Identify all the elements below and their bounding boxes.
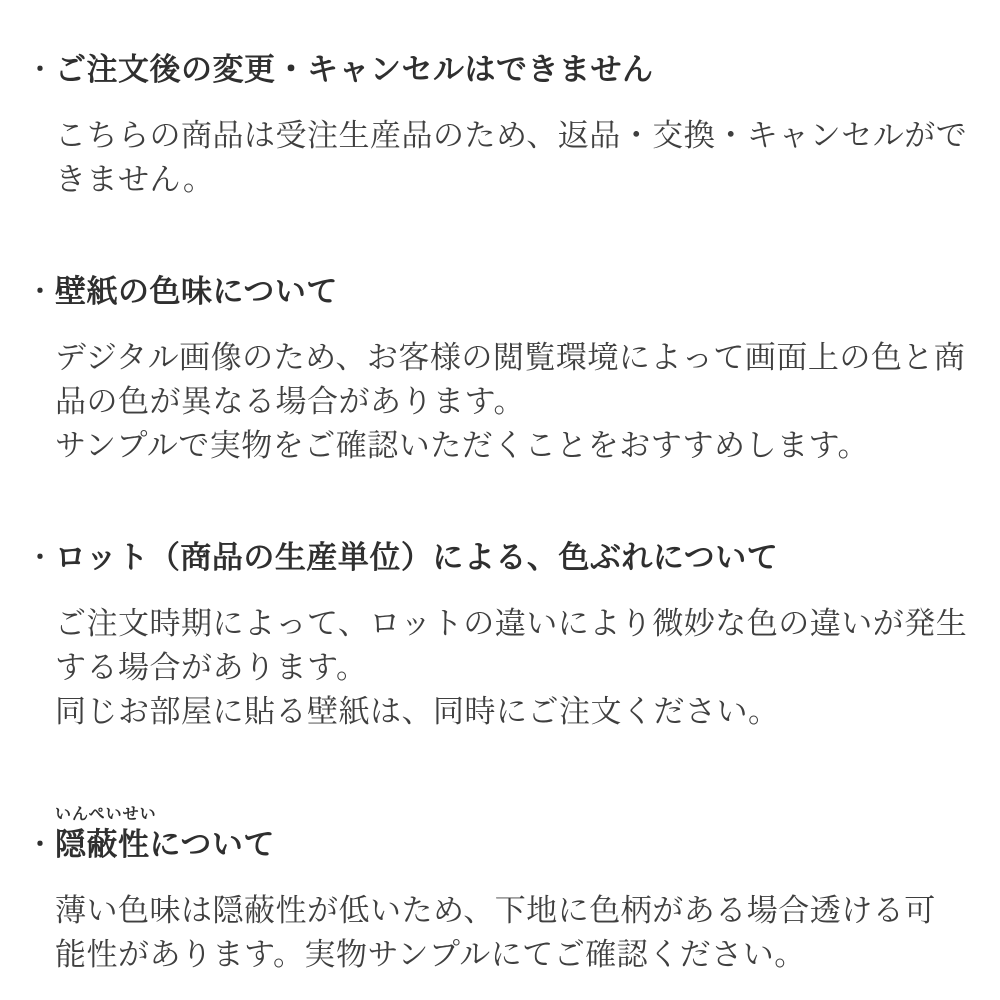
- body-text-line: サンプルで実物をご確認いただくことをおすすめします。: [55, 428, 870, 463]
- section-heading: 壁紙の色味について: [55, 274, 338, 309]
- section-body: [28, 114, 980, 202]
- body-text-line: ご注文時期によって、ロットの違いにより微妙な色の違いが発生: [55, 606, 968, 641]
- section-heading-row: [28, 274, 980, 310]
- bullet-marker: ・: [28, 278, 52, 305]
- body-text-line: 能性があります。実物サンプルにてご確認ください。: [55, 937, 806, 972]
- section-body: [28, 889, 980, 977]
- section-opacity: [28, 806, 980, 977]
- furigana-ruby: [55, 806, 157, 862]
- body-text-line: デジタル画像のため、お客様の閲覧環境によって画面上の色と商: [55, 340, 966, 375]
- body-text-line: 同じお部屋に貼る壁紙は、同時にご注文ください。: [55, 694, 780, 729]
- section-lot-variation: [28, 540, 980, 734]
- section-heading: [55, 806, 275, 863]
- body-text-line: こちらの商品は受注生産品のため、返品・交換・キャンセルがで: [55, 118, 968, 153]
- section-heading-row: [28, 806, 980, 863]
- section-order-cancel: [28, 52, 980, 202]
- body-text-line: する場合があります。: [55, 650, 368, 685]
- bullet-marker: ・: [28, 831, 52, 858]
- body-text-line: 品の色が異なる場合があります。: [55, 384, 526, 419]
- section-body: [28, 336, 980, 468]
- heading-rest-text: について: [149, 827, 275, 862]
- section-heading: ロット（商品の生産単位）による、色ぶれについて: [55, 540, 779, 575]
- section-heading: ご注文後の変更・キャンセルはできません: [55, 52, 654, 87]
- furigana-text: いんぺいせい: [55, 806, 157, 823]
- bullet-marker: ・: [28, 56, 52, 83]
- body-text-line: 薄い色味は隠蔽性が低いため、下地に色柄がある場合透ける可: [55, 893, 936, 928]
- section-heading-row: [28, 52, 980, 88]
- bullet-marker: ・: [28, 544, 52, 571]
- section-heading-row: [28, 540, 980, 576]
- body-text-line: きません。: [55, 162, 215, 197]
- section-body: [28, 602, 980, 734]
- ruby-base-text: 隠蔽性: [55, 827, 157, 862]
- section-color-tone: [28, 274, 980, 468]
